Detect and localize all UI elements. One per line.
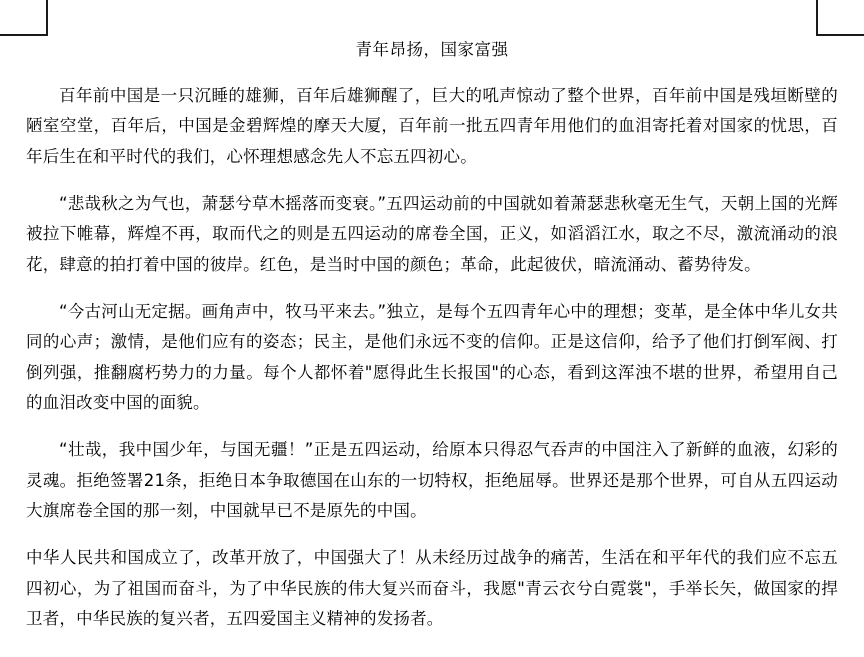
paragraph-4: “壮哉，我中国少年，与国无疆！”正是五四运动，给原本只得忍气吞声的中国注入了新鲜的血液，幻彩的灵魂。拒绝签署21条，拒绝日本争取德国在山东的一切特权，拒绝屈辱。世界还是那个世界，可自从五四运动大旗席卷全国的那一刻，中国就早已不是原先的中国。 [26, 440, 838, 520]
crop-mark-top-right [816, 0, 864, 36]
paragraph-3: “今古河山无定据。画角声中，牧马平来去。”独立，是每个五四青年心中的理想；变革，是全体中华儿女共同的心声；激情，是他们应有的姿态；民主，是他们永远不变的信仰。正是这信仰，给予了他们打倒军阀、打倒列强，推翻腐朽势力的力量。每个人都怀着"愿得此生长报国"的心态，看到这浑浊不堪的世界，希望用自己的血泪改变中国的面貌。 [26, 301, 838, 412]
paragraph-5: 中华人民共和国成立了，改革开放了，中国强大了！从未经历过战争的痛苦，生活在和平年代的我们应不忘五四初心，为了祖国而奋斗，为了中华民族的伟大复兴而奋斗，我愿"青云衣兮白霓裳"，手举长矢，做国家的捍卫者，中华民族的复兴者，五四爱国主义精神的发扬者。 [26, 548, 838, 628]
crop-mark-top-left [0, 0, 48, 36]
document-title: 青年昂扬，国家富强 [355, 40, 509, 59]
paragraph-2: “悲哉秋之为气也，萧瑟兮草木摇落而变衰。”五四运动前的中国就如着萧瑟悲秋毫无生气，天朝上国的光辉被拉下帷幕，辉煌不再，取而代之的则是五四运动的席卷全国，正义，如滔滔江水，取之不尽，激流涌动的浪花，肆意的拍打着中国的彼岸。红色，是当时中国的颜色；革命，此起彼伏，暗流涌动、蓄势待发。 [26, 193, 838, 274]
document-body [26, 36, 838, 651]
paragraph-1: 百年前中国是一只沉睡的雄狮，百年后雄狮醒了，巨大的吼声惊动了整个世界，百年前中国是残垣断壁的陋室空堂，百年后，中国是金碧辉煌的摩天大厦，百年前一批五四青年用他们的血泪寄托着对国家的忧思，百年后生在和平时代的我们，心怀理想感念先人不忘五四初心。 [26, 85, 838, 166]
